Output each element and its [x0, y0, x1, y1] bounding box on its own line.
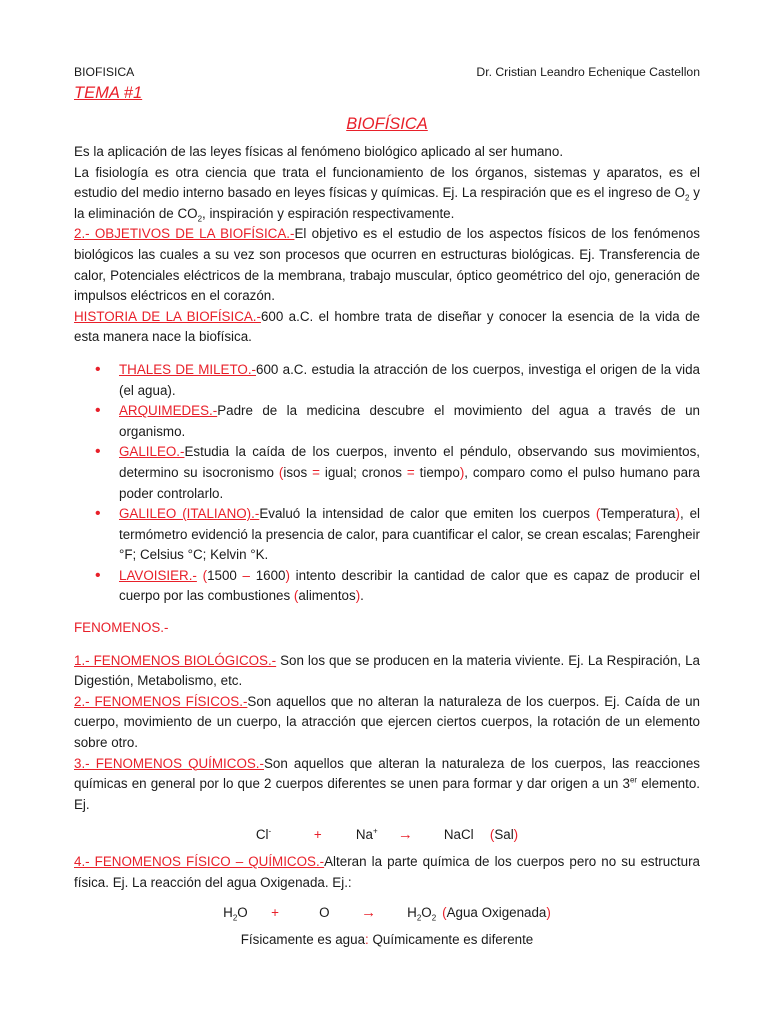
document-page [74, 63, 700, 950]
list-item: • GALILEO.-Estudia la caída de los cuerpos, invento el péndulo, observando sus movimientos, determino su isocronismo (isos = igual; cronos = tiempo), comparo como el pulso humano para poder controlarlo. [95, 443, 700, 501]
closing-line: Físicamente es agua: Químicamente es diferente [240, 931, 534, 947]
phenomena-biological: 1.- FENOMENOS BIOLÓGICOS.- Son los que se producen en la materia viviente. Ej. La Respiración, La Digestión, Metabolismo, etc. [74, 652, 700, 689]
chemical-equation-salt: Cl- + Na+ → NaCl (Sal) [74, 825, 700, 846]
arrow-right-icon: → [397, 826, 413, 844]
arrow-right-icon: → [361, 904, 377, 922]
bullet-icon: • [95, 360, 101, 378]
chemical-equation-peroxide: $H_2O$ + O → $H_2O_2$ (Agua Oxigenada) [223, 904, 551, 923]
intro-paragraph-1: Es la aplicación de las leyes físicas al fenómeno biológico aplicado al ser humano. [74, 144, 564, 159]
list-item: • THALES DE MILETO.-600 a.C. estudia la atracción de los cuerpos, investiga el origen de la vida (el agua). [95, 360, 701, 398]
header-course: BIOFISICA [74, 65, 135, 80]
topic-number: TEMA #1 [74, 84, 143, 102]
document-title: BIOFÍSICA [346, 115, 428, 133]
history-list [74, 360, 700, 607]
objectives-label: 2.- OBJETIVOS DE LA BIOFÍSICA.- [74, 226, 295, 242]
bullet-icon: • [95, 443, 101, 461]
phenomena-heading: FENOMENOS.- [74, 620, 169, 636]
list-item: • LAVOISIER.- (1500 – 1600) intento describir la cantidad de calor que es capaz de producir el cuerpo por las combustiones (alimentos). [95, 566, 700, 604]
phenomena-physicochemical: 4.- FENOMENOS FÍSICO – QUÍMICOS.-Alteran la parte química de los cuerpos pero no su estructura física. Ej. La reacción del agua Oxigenada. Ej.: [74, 854, 700, 890]
header-author: Dr. Cristian Leandro Echenique Castellon [476, 65, 700, 80]
bullet-icon: • [95, 402, 101, 420]
bullet-icon: • [95, 566, 101, 584]
phenomena-chemical: 3.- FENOMENOS QUÍMICOS.-Son aquellos que alteran la naturaleza de los cuerpos, las reacciones químicas en general por lo que 2 cuerpos diferentes se unen para formar y dar origen a un 3er elemento. Ej. [74, 755, 701, 812]
bullet-icon: • [95, 505, 101, 523]
intro-paragraph-2: La fisiología es otra ciencia que trata el funcionamiento de los órganos, sistemas y aparatos, es el estudio del medio interno basado en leyes físicas y químicas. Ej. La respiración que es el ingreso de $O_2$ y la eliminación de $CO_2$, inspiración y espiración respectivamente. [74, 164, 700, 224]
list-item: • ARQUIMEDES.-Padre de la medicina descubre el movimiento del agua a través de un organismo. [95, 402, 700, 439]
list-item: • GALILEO (ITALIANO).-Evaluó la intensidad de calor que emiten los cuerpos (Temperatura), el termómetro evidenció la presencia de calor, para cuantificar el calor, se crean escalas; Farengheir °F; Celsius °C; Kelvin °K. [95, 505, 700, 563]
phenomena-physical: 2.- FENOMENOS FÍSICOS.-Son aquellos que no alteran la naturaleza de los cuerpos. Ej. Caída de un cuerpo, movimiento de un cuerpo, la atracción que ejercen ciertos cuerpos, la rotación de un elemento sobre otro. [74, 693, 700, 751]
history-label: HISTORIA DE LA BIOFÍSICA.- [74, 308, 261, 324]
objectives-paragraph: 2.- OBJETIVOS DE LA BIOFÍSICA.-El objetivo es el estudio de los aspectos físicos de los fenómenos biológicos las cuales a su vez son procesos que ocurren en estructuras biológicas. Ej. Transferencia de calor, Potenciales eléctricos de la membrana, trabajo muscular, óptico geométrico del ojo, generación de impulsos eléctricos en el corazón. [74, 226, 700, 304]
history-paragraph: HISTORIA DE LA BIOFÍSICA.-600 a.C. el hombre trata de diseñar y conocer la esencia de la vida de esta manera nace la biofísica. [74, 308, 701, 345]
page-header [74, 63, 700, 83]
